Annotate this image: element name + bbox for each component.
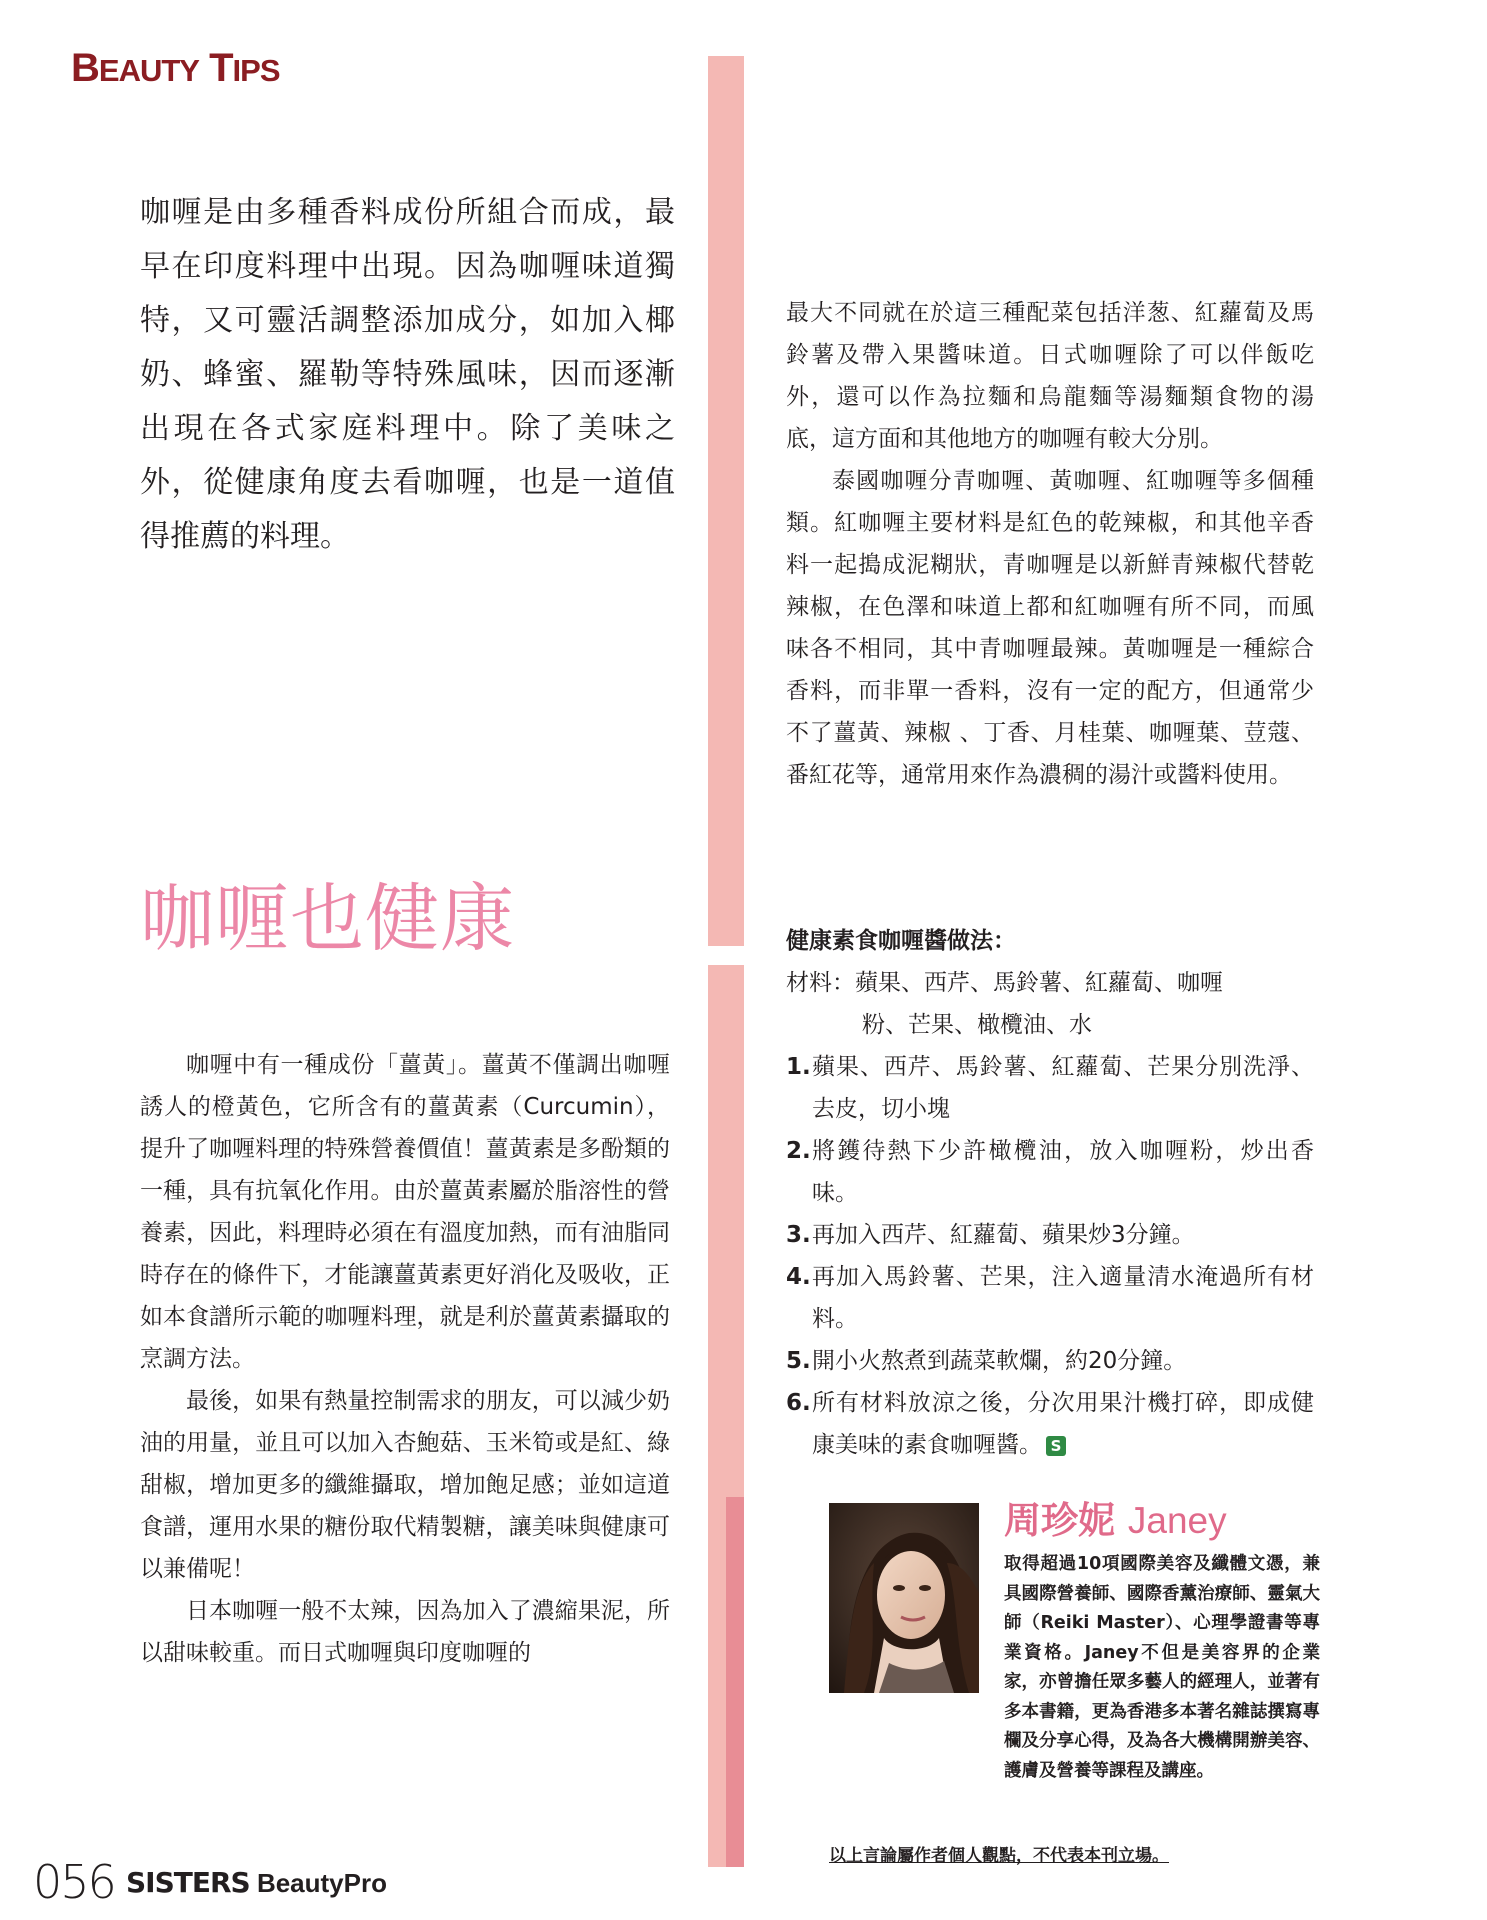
step-text: 再加入西芹、紅蘿蔔、蘋果炒3分鐘。 — [812, 1222, 1195, 1248]
body-paragraph-curcumin: 咖喱中有一種成份「薑黃」。薑黃不僅調出咖喱誘人的橙黃色，它所含有的薑黃素（Curcumin），提升了咖喱料理的特殊營養價值！薑黃素是多酚類的一種，具有抗氧化作用。由於薑黃素屬於脂溶性的營養素，因此，料理時必須在有溫度加熱，而有油脂同時存在的條件下，才能讓薑黃素更好消化及吸收，正如本食譜所示範的咖喱料理，就是利於薑黃素攝取的烹調方法。 — [140, 1052, 670, 1372]
step-text: 開小火熬煮到蔬菜軟爛，約20分鐘。 — [812, 1348, 1187, 1374]
step-number: 4. — [786, 1264, 811, 1290]
recipe-step — [786, 1046, 1314, 1130]
section-header — [71, 44, 280, 95]
page-number: 056 — [33, 1855, 115, 1909]
body-paragraph-thai: 泰國咖喱分青咖喱、黃咖喱、紅咖喱等多個種類。紅咖喱主要材料是紅色的乾辣椒，和其他辛香料一起搗成泥糊狀，青咖喱是以新鮮青辣椒代替乾辣椒，在色澤和味道上都和紅咖喱有所不同，而風味各不相同，其中青咖喱最辣。黃咖喱是一種綜合香料，而非單一香料，沒有一定的配方，但通常少不了薑黃、辣椒 、丁香、月桂葉、咖喱葉、荳蔻、番紅花等，通常用來作為濃稠的湯汁或醬料使用。 — [786, 468, 1314, 788]
author-name — [1004, 1498, 1227, 1544]
intro-paragraph: 咖喱是由多種香料成份所組合而成，最早在印度料理中出現。因為咖喱味道獨特，又可靈活調整添加成分，如加入椰奶、蜂蜜、羅勒等特殊風味，因而逐漸出現在各式家庭料理中。除了美味之外，從健康角度去看咖喱，也是一道值得推薦的料理。 — [140, 195, 675, 554]
disclaimer: 以上言論屬作者個人觀點，不代表本刊立場。 — [829, 1846, 1169, 1866]
recipe-title: 健康素食咖喱醬做法： — [786, 928, 1016, 954]
recipe-steps — [786, 1046, 1314, 1466]
magazine-name — [126, 1866, 387, 1900]
section-header-eauty: EAUTY — [98, 53, 199, 88]
author-name-zh: 周珍妮 — [1004, 1499, 1115, 1542]
step-number: 6. — [786, 1390, 811, 1416]
ingredients-label: 材料： — [786, 970, 855, 996]
recipe-step — [786, 1256, 1314, 1340]
recipe-ingredients — [786, 962, 1314, 1046]
article-heading: 咖喱也健康 — [140, 876, 515, 962]
body-paragraph-japanese: 日本咖喱一般不太辣，因為加入了濃縮果泥，所以甜味較重。而日式咖喱與印度咖喱的 — [140, 1598, 670, 1666]
end-mark-icon: S — [1046, 1436, 1066, 1456]
step-text: 蘋果、西芹、馬鈴薯、紅蘿蔔、芒果分別洗淨、去皮，切小塊 — [812, 1054, 1314, 1122]
step-text: 所有材料放涼之後，分次用果汁機打碎，即成健康美味的素食咖喱醬。 — [812, 1390, 1314, 1458]
step-number: 1. — [786, 1054, 811, 1080]
left-column — [140, 1044, 670, 1674]
body-paragraph-calorie: 最後，如果有熱量控制需求的朋友，可以減少奶油的用量，並且可以加入杏鮑菇、玉米筍或是紅、綠甜椒，增加更多的纖維攝取，增加飽足感；並如這道食譜，運用水果的糖份取代精製糖，讓美味與健康可以兼備呢！ — [140, 1388, 670, 1582]
ingredients-line-1: 蘋果、西芹、馬鈴薯、紅蘿蔔、咖喱 — [855, 970, 1223, 996]
body-paragraph-japanese-cont: 最大不同就在於這三種配菜包括洋葱、紅蘿蔔及馬鈴薯及帶入果醬味道。日式咖喱除了可以伴飯吃外，還可以作為拉麵和烏龍麵等湯麵類食物的湯底，這方面和其他地方的咖喱有較大分別。 — [786, 300, 1314, 452]
author-bio: 取得超過10項國際美容及纖體文憑，兼具國際營養師、國際香薰治療師、靈氣大師（Reiki Master）、心理學證書等專業資格。Janey不但是美容界的企業家，亦曾擔任眾多藝人的經理人，並著有多本書籍，更為香港多本著名雜誌撰寫專欄及分享心得，及為各大機構開辦美容、護膚及營養等課程及講座。 — [1004, 1554, 1320, 1781]
recipe-step — [786, 1214, 1314, 1256]
ingredients-line-2: 粉、芒果、橄欖油、水 — [862, 1012, 1092, 1038]
step-text: 再加入馬鈴薯、芒果，注入適量清水淹過所有材料。 — [812, 1264, 1314, 1332]
step-number: 2. — [786, 1138, 811, 1164]
step-number: 3. — [786, 1222, 811, 1248]
section-header-b: B — [71, 46, 99, 90]
divider-bar-accent — [726, 1497, 744, 1867]
recipe-step — [786, 1340, 1314, 1382]
recipe-step — [786, 1382, 1314, 1466]
magazine-product: BeautyPro — [256, 1868, 387, 1898]
step-number: 5. — [786, 1348, 811, 1374]
author-name-en: Janey — [1127, 1500, 1227, 1541]
section-header-t: T — [209, 46, 233, 90]
step-text: 將鑊待熱下少許橄欖油，放入咖喱粉，炒出香味。 — [812, 1138, 1314, 1206]
author-photo — [829, 1503, 979, 1693]
recipe-step — [786, 1130, 1314, 1214]
section-header-ips: IPS — [232, 53, 280, 88]
magazine-brand: SISTERS — [126, 1866, 250, 1899]
author-portrait-icon — [829, 1503, 979, 1693]
divider-bar-top — [708, 56, 744, 946]
right-column — [786, 292, 1314, 796]
recipe-section — [786, 920, 1314, 1466]
